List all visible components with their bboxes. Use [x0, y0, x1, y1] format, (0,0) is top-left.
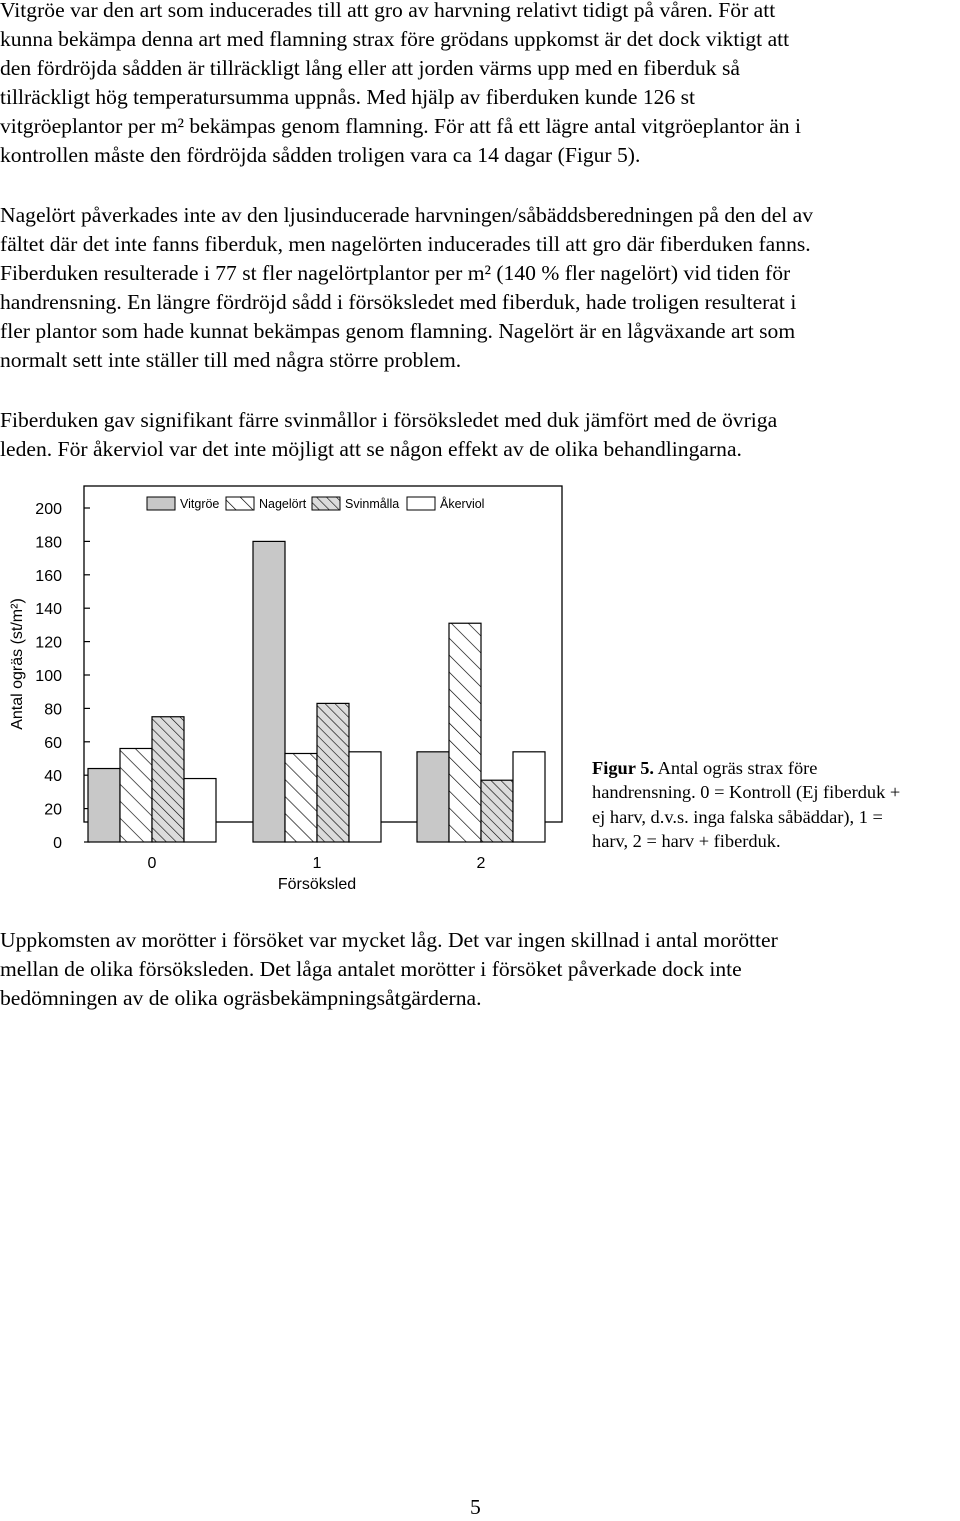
text-line: tillräckligt hög temperatursumma uppnås. Med hjälp av fiberduken kunde 126 st	[0, 85, 696, 109]
paragraph-svinmalla	[0, 406, 958, 464]
bar	[88, 769, 120, 842]
y-tick-label: 100	[35, 668, 62, 685]
paragraph-morotter	[0, 926, 958, 1013]
text-line: fältet där det inte fanns fiberduk, men nagelörten inducerades till att gro där fiberduken fanns.	[0, 232, 811, 256]
paragraph-nagelort	[0, 201, 958, 375]
text-line: Fiberduken gav signifikant färre svinmållor i försöksledet med duk jämfört med de övriga	[0, 408, 778, 432]
text-line: normalt sett inte ställer till med några större problem.	[0, 348, 462, 372]
caption-label: Figur 5.	[592, 758, 654, 778]
legend	[147, 496, 484, 511]
y-tick-label: 160	[35, 567, 62, 585]
text-line: bedömningen av de olika ogräsbekämpningsåtgärderna.	[0, 986, 482, 1010]
legend-swatch	[147, 497, 175, 510]
y-tick-label: 40	[44, 768, 62, 786]
bar	[253, 541, 285, 842]
y-axis-label: Antal ogräs (st/m²)	[9, 598, 26, 730]
x-tick-label: 0	[147, 855, 157, 872]
bar	[513, 752, 545, 842]
bar	[349, 752, 381, 842]
legend-label: Åkerviol	[440, 497, 485, 511]
caption-line: handrensning. 0 = Kontroll (Ej fiberduk +	[592, 782, 901, 803]
text-line: kontrollen måste den fördröjda sådden troligen vara ca 14 dagar (Figur 5).	[0, 143, 641, 167]
text-line: Uppkomsten av morötter i försöket var mycket låg. Det var ingen skillnad i antal morötter	[0, 928, 778, 952]
paragraph-vitgroe	[0, 0, 958, 170]
figure-caption	[592, 756, 958, 854]
x-axis	[148, 855, 486, 872]
bar	[152, 717, 184, 842]
text-line: Vitgröe var den art som inducerades till att gro av harvning relativt tidigt på våren. För att	[0, 0, 776, 22]
caption-text: Antal ogräs strax före	[657, 758, 818, 778]
bar	[120, 748, 152, 842]
bar	[449, 623, 481, 842]
text-line: vitgröeplantor per m² bekämpas genom flamning. För att få ett lägre antal vitgröeplantor än i	[0, 114, 801, 138]
y-tick-label: 140	[35, 601, 62, 619]
text-line: fler plantor som hade kunnat bekämpas genom flamning. Nagelört är en lågväxande art som	[0, 319, 796, 343]
bar	[285, 753, 317, 842]
text-line: leden. För åkerviol var det inte möjligt att se någon effekt av de olika behandlingarna.	[0, 437, 742, 461]
bar	[417, 752, 449, 842]
text-line: kunna bekämpa denna art med flamning strax före grödans uppkomst är det dock viktigt att	[0, 27, 790, 51]
y-tick-label: 180	[35, 534, 62, 552]
bar	[317, 703, 349, 842]
x-axis-label: Försöksled	[277, 876, 357, 893]
legend-label: Svinmålla	[345, 497, 400, 511]
caption-line: ej harv, d.v.s. inga falska såbäddar), 1 =	[592, 806, 883, 827]
y-axis	[35, 501, 90, 852]
y-tick-label: 0	[53, 835, 62, 852]
x-tick-label: 2	[476, 855, 486, 872]
bar	[481, 780, 513, 842]
text-line: Fiberduken resulterade i 77 st fler nagelörtplantor per m² (140 % fler nagelört) vid tiden för	[0, 261, 791, 285]
legend-label: Nagelört	[259, 497, 307, 511]
caption-line: harv, 2 = harv + fiberduk.	[592, 831, 781, 852]
y-tick-label: 60	[44, 734, 62, 752]
y-tick-label: 120	[35, 634, 62, 652]
legend-swatch	[312, 497, 340, 510]
page-number: 5	[470, 1495, 481, 1519]
bars	[88, 541, 545, 842]
bar	[184, 779, 216, 842]
legend-swatch	[226, 497, 254, 510]
caption-line	[592, 756, 958, 780]
text-line: Nagelört påverkades inte av den ljusinducerade harvningen/såbäddsberedningen på den del av	[0, 203, 814, 227]
y-tick-label: 20	[44, 801, 62, 819]
y-tick-label: 80	[44, 701, 62, 719]
legend-label: Vitgröe	[180, 497, 220, 511]
y-tick-label: 200	[35, 501, 62, 518]
legend-swatch	[407, 497, 435, 510]
weed-count-bar-chart	[0, 478, 580, 898]
x-tick-label: 1	[312, 855, 322, 872]
text-line: mellan de olika försöksleden. Det låga antalet morötter i försöket påverkade dock inte	[0, 957, 742, 981]
text-line: den fördröjda sådden är tillräckligt lång eller att jorden värms upp med en fiberduk så	[0, 56, 740, 80]
text-line: handrensning. En längre fördröjd sådd i försöksledet med fiberduk, hade troligen resulterat i	[0, 290, 797, 314]
